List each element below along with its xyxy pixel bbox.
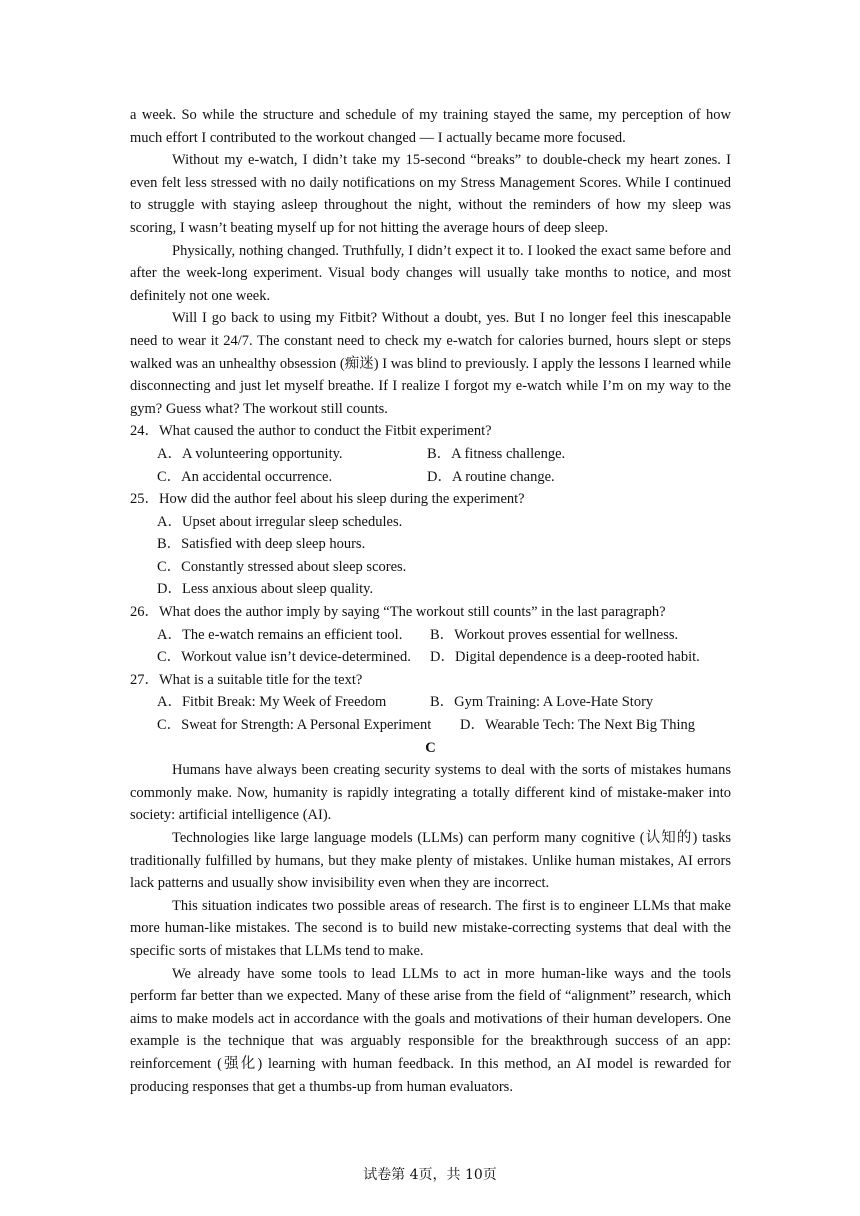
passage-b-paragraph-2: Without my e-watch, I didn’t take my 15-second “breaks” to double-check my heart zones. I even felt less stressed with no daily notifications on my Stress Management Scores. While I continued to struggle with staying asleep throughout the night, without the reminders of how my sleep was scoring, I wasn’t beating myself up for not hitting the average hours of deep sleep.	[130, 152, 731, 236]
option-c: C．Constantly stressed about sleep scores.	[157, 558, 407, 575]
option-b: B．Gym Training: A Love-Hate Story	[430, 694, 654, 711]
question-options	[130, 511, 731, 601]
question-options	[130, 624, 731, 669]
option-a: A．Upset about irregular sleep schedules.	[157, 513, 403, 530]
option-c: C．Workout value isn’t device-determined.	[157, 649, 411, 666]
question-stem: 24．What caused the author to conduct the Fitbit experiment?	[130, 423, 492, 440]
passage-c-paragraph-4: We already have some tools to lead LLMs to act in more human-like ways and the tools perform far better than we expected. Many of these arise from the field of “alignment” research, which aims to make models act in accordance with the goals and motivations of their human developers. One example is the technique that was arguably responsible for the breakthrough success of an app: reinforcement (强化) learning with human feedback. In this method, an AI model is rewarded for producing responses that get a thumbs-up from human evaluators.	[130, 965, 731, 1095]
option-a: A．A volunteering opportunity.	[157, 445, 343, 462]
question-26	[130, 601, 731, 669]
option-b: B．A fitness challenge.	[427, 445, 566, 462]
option-c: C．Sweat for Strength: A Personal Experiment	[157, 717, 432, 734]
page-footer: 试卷第 4页，共 10页	[363, 1167, 497, 1183]
passage-c-paragraph-1: Humans have always been creating security systems to deal with the sorts of mistakes humans commonly make. Now, humanity is rapidly integrating a totally different kind of mistake-maker into society: artificial intelligence (AI).	[130, 762, 731, 824]
option-d: D．Digital dependence is a deep-rooted habit.	[430, 649, 700, 666]
question-options	[130, 691, 731, 736]
question-stem: 27．What is a suitable title for the text?	[130, 671, 363, 688]
question-stem: 26．What does the author imply by saying “The workout still counts” in the last paragraph?	[130, 604, 666, 621]
option-b: B．Workout proves essential for wellness.	[430, 626, 679, 643]
passage-b-paragraph-3: Physically, nothing changed. Truthfully, I didn’t expect it to. I looked the exact same before and after the week-long experiment. Visual body changes will usually take months to notice, and most definitely not one week.	[130, 242, 731, 304]
question-27	[130, 669, 731, 737]
option-d: D．Less anxious about sleep quality.	[157, 581, 374, 598]
passage-b-paragraph-4: Will I go back to using my Fitbit? Without a doubt, yes. But I no longer feel this inescapable need to wear it 24/7. The constant need to check my e-watch for calories burned, hours slept or steps walked was an unhealthy obsession (痴迷) I was blind to previously. I apply the lessons I learned while disconnecting and just let myself breathe. If I realize I forgot my e-watch while I’m on my way to the gym? Guess what? The workout still counts.	[130, 310, 731, 417]
option-b: B．Satisfied with deep sleep hours.	[157, 536, 366, 553]
question-24	[130, 420, 731, 488]
option-a: A．The e-watch remains an efficient tool.	[157, 626, 403, 643]
option-a: A．Fitbit Break: My Week of Freedom	[157, 694, 387, 711]
option-d: D．Wearable Tech: The Next Big Thing	[460, 717, 695, 734]
question-options	[130, 443, 731, 488]
question-25	[130, 488, 731, 601]
option-c: C．An accidental occurrence.	[157, 468, 333, 485]
question-stem: 25．How did the author feel about his sleep during the experiment?	[130, 491, 525, 508]
passage-c-heading: C	[425, 739, 436, 756]
option-d: D．A routine change.	[427, 468, 555, 485]
passage-c-paragraph-2: Technologies like large language models (LLMs) can perform many cognitive (认知的) tasks traditionally fulfilled by humans, but they make plenty of mistakes. Unlike human mistakes, AI errors lack patterns and usually show invisibility even when they are incorrect.	[130, 830, 731, 892]
page-content	[130, 104, 731, 1098]
passage-b-paragraph-1: a week. So while the structure and schedule of my training stayed the same, my perception of how much effort I contributed to the workout changed — I actually became more focused.	[130, 107, 731, 146]
passage-c-paragraph-3: This situation indicates two possible areas of research. The first is to engineer LLMs that make more human-like mistakes. The second is to build new mistake-correcting systems that deal with the specific sorts of mistakes that LLMs tend to make.	[130, 897, 731, 959]
